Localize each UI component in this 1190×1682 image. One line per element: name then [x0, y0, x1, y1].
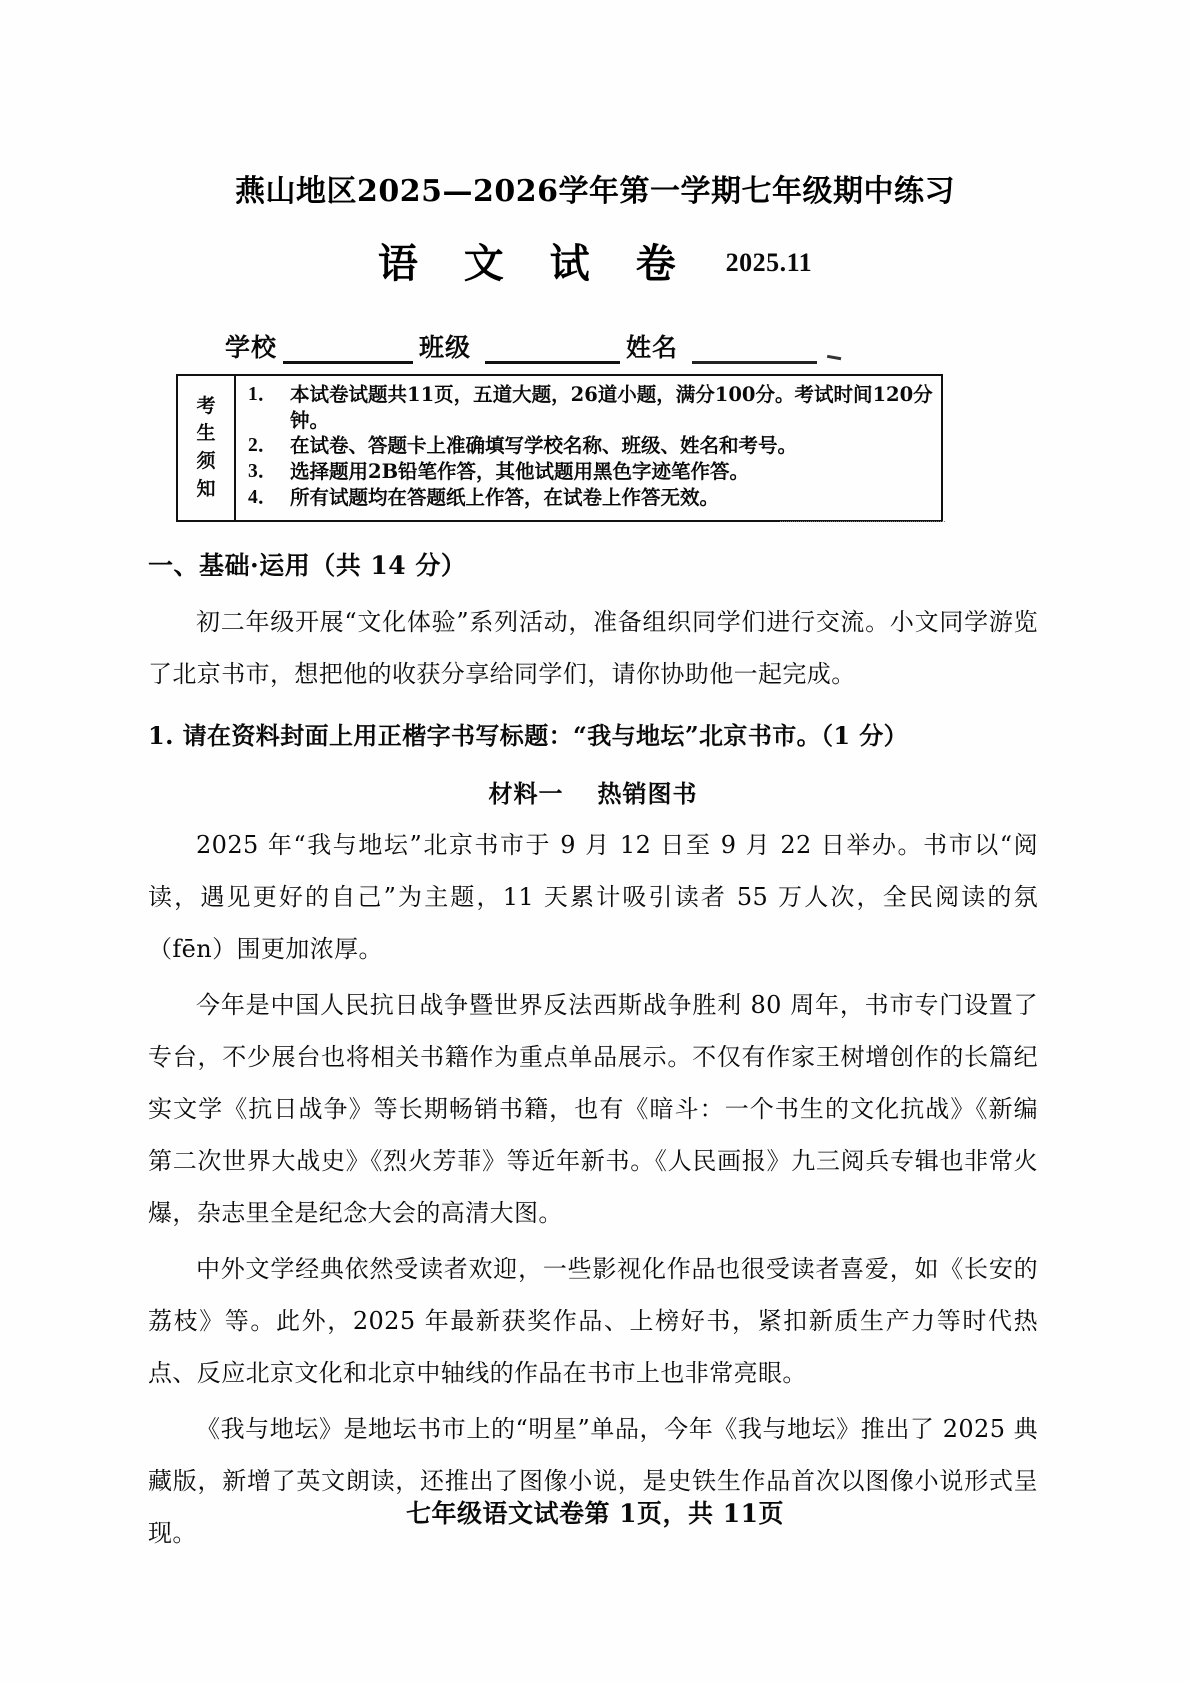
school-blank[interactable]: [283, 341, 413, 364]
page-footer: 七年级语文试卷第 1页，共 11页: [405, 1499, 785, 1528]
material-paragraph-2: 今年是中国人民抗日战争暨世界反法西斯战争胜利 80 周年，书市专门设置了专台，不少展台也将相关书籍作为重点单品展示。不仅有作家王树增创作的长篇纪实文学《抗日战争》等长期畅销书籍，也有《暗斗：一个书生的文化抗战》《新编第二次世界大战史》《烈火芳菲》等近年新书。《人民画报》九三阅兵专辑也非常火爆，杂志里全是纪念大会的高清大图。: [148, 991, 1038, 1227]
name-blank[interactable]: [692, 341, 817, 364]
material-subtitle: 热销图书: [597, 779, 698, 808]
notice-item: [248, 485, 933, 511]
exam-date: 2025.11: [725, 248, 813, 277]
material-heading: [148, 774, 1038, 809]
notice-item: [248, 459, 933, 485]
material-label: 材料一: [488, 779, 564, 808]
notice-side-char-2: 生: [196, 422, 216, 445]
notice-side-char-1: 考: [196, 394, 216, 417]
notice-item: [248, 382, 933, 433]
notice-item-number: 1．: [248, 384, 278, 405]
student-info-line: [225, 328, 965, 364]
material-paragraph-3: 中外文学经典依然受读者欢迎，一些影视化作品也很受读者喜爱，如《长安的荔枝》等。此外，2025 年最新获奖作品、上榜好书，紧扣新质生产力等时代热点、反应北京文化和北京中轴线的作品在书市上也非常亮眼。: [148, 1255, 1038, 1387]
question-1: 1. 请在资料封面上用正楷字书写标题：“我与地坛”北京书市。（1 分）: [148, 721, 909, 750]
main-content: [148, 540, 1038, 1563]
notice-item-number: 2．: [248, 435, 278, 457]
section-heading: 一、基础·运用（共 14 分）: [148, 551, 467, 580]
notice-side-char-4: 知: [196, 477, 216, 500]
intro-paragraph: 初二年级开展“文化体验”系列活动，准备组织同学们进行交流。小文同学游览了北京书市，想把他的收获分享给同学们，请你协助他一起完成。: [148, 608, 1038, 688]
notice-item: [248, 433, 933, 459]
notice-item-text: 选择题用2B铅笔作答，其他试题用黑色字迹笔作答。: [290, 460, 750, 484]
scan-artifact-rule: [780, 521, 945, 522]
class-label: 班级: [419, 333, 472, 362]
stray-mark-icon: [827, 355, 841, 361]
notice-item-number: 3．: [248, 461, 278, 483]
class-blank[interactable]: [485, 341, 620, 364]
page-title: 燕山地区2025—2026学年第一学期七年级期中练习: [235, 174, 955, 209]
material-paragraph-1: 2025 年“我与地坛”北京书市于 9 月 12 日至 9 月 22 日举办。书市以“阅读，遇见更好的自己”为主题，11 天累计吸引读者 55 万人次，全民阅读的氛（fēn）围更加浓厚。: [148, 831, 1038, 963]
notice-side-label: [178, 376, 236, 520]
name-label: 姓名: [626, 333, 679, 362]
notice-item-text: 本试卷试题共11页，五道大题，26道小题，满分100分。考试时间120分钟。: [290, 383, 933, 432]
notice-items: [236, 376, 941, 520]
material-paragraph-4: 《我与地坛》是地坛书市上的“明星”单品，今年《我与地坛》推出了 2025 典藏版，新增了英文朗读，还推出了图像小说，是史铁生作品首次以图像小说形式呈现。: [148, 1415, 1038, 1547]
school-label: 学校: [225, 333, 278, 362]
notice-item-text: 所有试题均在答题纸上作答，在试卷上作答无效。: [290, 485, 720, 509]
notice-item-number: 4．: [248, 486, 278, 508]
subject-title-row: [0, 232, 1190, 289]
notice-side-char-3: 须: [196, 450, 216, 472]
exam-notice-box: [176, 374, 943, 522]
notice-item-text: 在试卷、答题卡上准确填写学校名称、班级、姓名和考号。: [290, 434, 798, 458]
subject-title: 语 文 试 卷: [377, 240, 692, 287]
